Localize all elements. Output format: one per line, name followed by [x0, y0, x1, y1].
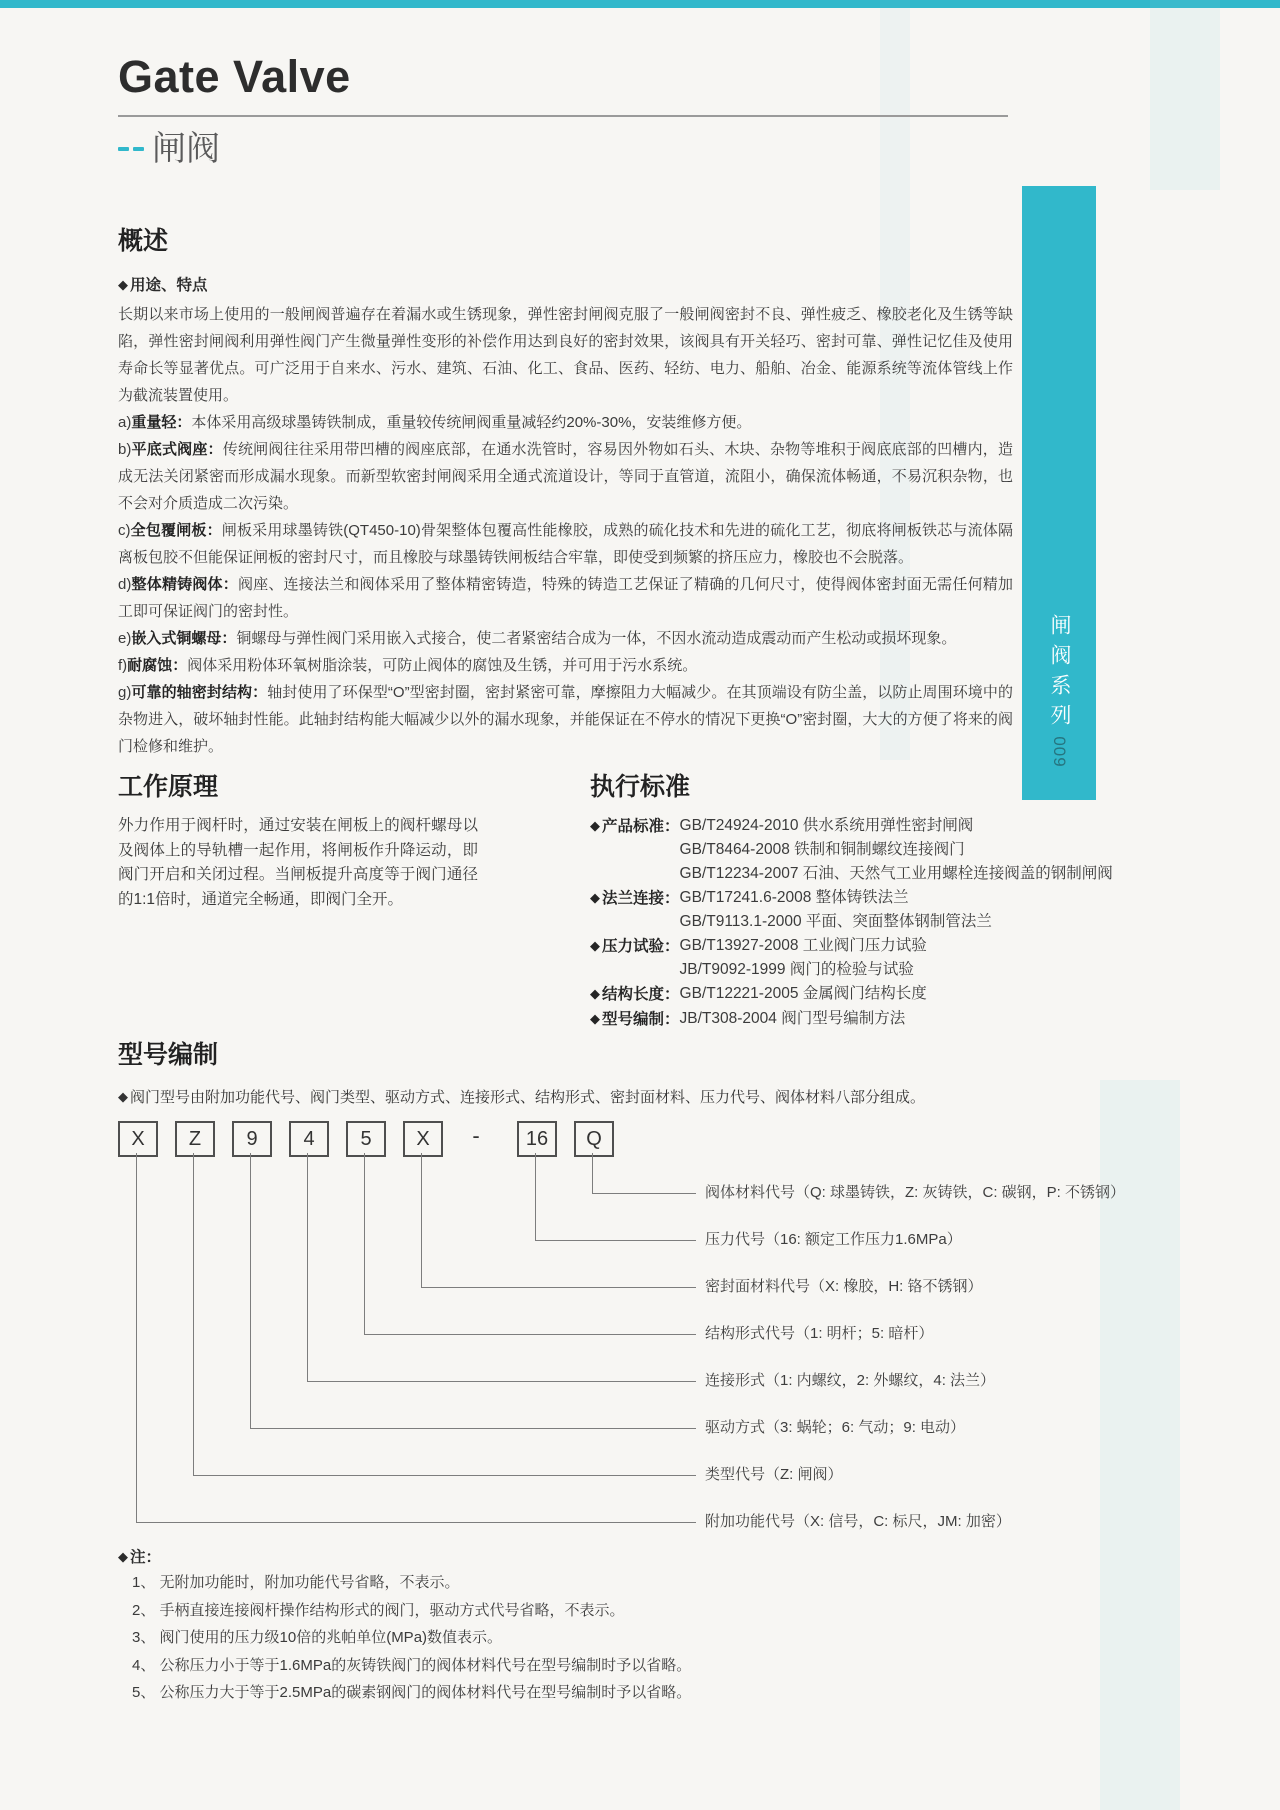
- overview-body: [118, 301, 1013, 760]
- subtitle-dash-icon: [118, 147, 144, 151]
- title-divider: [118, 115, 1008, 117]
- model-coding-heading: 型号编制: [118, 1041, 219, 1069]
- note-item: 1、 无附加功能时，附加功能代号省略，不表示。: [132, 1574, 460, 1591]
- feature-item: f)耐腐蚀 ： 阀体采用粉体环氧树脂涂装，可防止阀体的腐蚀及生锈，并可用于污水系统。: [118, 652, 1013, 679]
- standard-entry: ◆ 压力试验 ： GB/T13927-2008 工业阀门压力试验 JB/T9092-1999 阀门的检验与试验: [590, 934, 1165, 982]
- callout-label: 附加功能代号（X: 信号，C: 标尺，JM: 加密）: [705, 1513, 1011, 1530]
- overview-subheading: ◆ 用途、特点: [118, 274, 1013, 297]
- standards-list: [590, 814, 1165, 1032]
- feature-item: b)平底式阀座 ： 传统闸阀往往采用带凹槽的阀座底部，在通水洗管时，容易因外物如石头、木块、杂物等堆积于阀底底部的凹槽内，造成无法关闭紧密而形成漏水现象。而新型软密封闸阀采用全通式流道设计，等同于直管道，流阻小，确保流体畅通，不易沉积杂物，也不会对介质造成二次污染。: [118, 436, 1013, 517]
- header: [118, 51, 1010, 169]
- callout-label: 驱动方式（3: 蜗轮；6: 气动；9: 电动）: [705, 1419, 966, 1436]
- standard-entry: ◆ 法兰连接 ： GB/T17241.6-2008 整体铸铁法兰 GB/T9113.1-2000 平面、突面整体钢制管法兰: [590, 886, 1165, 934]
- notes-section: [118, 1546, 1038, 1707]
- note-item: 2、 手柄直接连接阀杆操作结构形式的阀门，驱动方式代号省略，不表示。: [132, 1601, 625, 1619]
- standard-entry: ◆ 型号编制 ： JB/T308-2004 阀门型号编制方法: [590, 1007, 1165, 1032]
- callout-label: 连接形式（1: 内螺纹，2: 外螺纹，4: 法兰）: [705, 1372, 996, 1389]
- note-item: 5、 公称压力大于等于2.5MPa的碳素钢阀门的阀体材料代号在型号编制时予以省略。: [132, 1684, 692, 1701]
- callout-label: 类型代号（Z: 闸阀）: [705, 1466, 843, 1483]
- overview-intro: 长期以来市场上使用的一般闸阀普遍存在着漏水或生锈现象，弹性密封闸阀克服了一般闸阀密封不良、弹性疲乏、橡胶老化及生锈等缺陷，弹性密封闸阀利用弹性阀门产生微量弹性变形的补偿作用达到良好的密封效果，该阀具有开关轻巧、密封可靠、弹性记忆佳及使用寿命长等显著优点。可广泛用于自来水、污水、建筑、石油、化工、食品、医药、轻纺、电力、船舶、冶金、能源系统等流体管线上作为截流装置使用。: [118, 306, 1013, 404]
- code-box: 16: [517, 1121, 557, 1157]
- standard-entry: ◆ 产品标准 ： GB/T24924-2010 供水系统用弹性密封闸阀 GB/T8464-2008 铁制和铜制螺纹连接阀门 GB/T12234-2007 石油、天然气工业用螺栓连接阀盖的钢制闸阀: [590, 814, 1165, 886]
- callout-label: 密封面材料代号（X: 橡胶，H: 铬不锈钢）: [705, 1278, 983, 1295]
- note-item: 4、 公称压力小于等于1.6MPa的灰铸铁阀门的阀体材料代号在型号编制时予以省略。: [132, 1656, 692, 1674]
- code-box: X: [118, 1121, 158, 1157]
- note-item: 3、 阀门使用的压力级10倍的兆帕单位(MPa)数值表示。: [132, 1629, 503, 1646]
- code-box: 9: [232, 1121, 272, 1157]
- feature-item: e)嵌入式铜螺母 ： 铜螺母与弹性阀门采用嵌入式接合，使二者紧密结合成为一体，不因水流动造成震动而产生松动或损坏现象。: [118, 625, 1013, 652]
- working-principle-section: [118, 772, 478, 912]
- page-number: 009: [1050, 736, 1069, 768]
- notes-heading: ◆ 注：: [118, 1546, 1038, 1569]
- feature-item: a)重量轻 ： 本体采用高级球墨铸铁制成，重量较传统闸阀重量减轻约20%-30%，安装维修方便。: [118, 409, 1013, 436]
- code-separator: -: [472, 1123, 480, 1148]
- code-box: Q: [574, 1121, 614, 1157]
- page-title-zh: 闸阀: [152, 130, 220, 168]
- standards-section: [590, 772, 1165, 1032]
- working-principle-heading: 工作原理: [118, 773, 219, 801]
- working-principle-text: 外力作用于阀杆时，通过安装在闸板上的阀杆螺母以及阀体上的导轨槽一起作用，将闸板作升降运动，即阀门开启和关闭过程。当闸板提升高度等于阀门通径的1:1倍时，通道完全畅通，即阀门全开。: [118, 817, 478, 908]
- series-tab: [1022, 186, 1096, 800]
- code-box: 5: [346, 1121, 386, 1157]
- feature-item: d)整体精铸阀体 ： 阀座、连接法兰和阀体采用了整体精密铸造，特殊的铸造工艺保证了精确的几何尺寸，使得阀体密封面无需任何精加工即可保证阀门的密封性。: [118, 571, 1013, 625]
- feature-item: g)可靠的轴密封结构 ： 轴封使用了环保型“O”型密封圈，密封紧密可靠，摩擦阻力大幅减少。在其顶端设有防尘盖，以防止周围环境中的杂物进入，破坏轴封性能。此轴封结构能大幅减少以外的漏水现象，并能保证在不停水的情况下更换“O”密封圈，大大的方便了将来的阀门检修和维护。: [118, 679, 1013, 760]
- code-box: X: [403, 1121, 443, 1157]
- callout-label: 阀体材料代号（Q: 球墨铸铁，Z: 灰铸铁，C: 碳钢，P: 不锈钢）: [705, 1184, 1126, 1201]
- code-box: 4: [289, 1121, 329, 1157]
- standard-entry: ◆ 结构长度 ： GB/T12221-2005 金属阀门结构长度: [590, 982, 1165, 1007]
- overview-section: [118, 226, 1013, 760]
- page-subtitle: [118, 129, 1010, 169]
- callout-label: 压力代号（16: 额定工作压力1.6MPa）: [705, 1231, 962, 1248]
- feature-item: c)全包覆闸板 ： 闸板采用球墨铸铁(QT450-10)骨架整体包覆高性能橡胶，成熟的硫化技术和先进的硫化工艺，彻底将闸板铁芯与流体隔离板包胶不但能保证闸板的密封尺寸，而且橡胶与球墨铸铁闸板结合牢靠，即使受到频繁的挤压应力，橡胶也不会脱落。: [118, 517, 1013, 571]
- top-accent-strip: [0, 0, 1280, 8]
- standards-heading: 执行标准: [590, 773, 691, 801]
- page-title: Gate Valve: [118, 51, 351, 102]
- callout-connector: [136, 1153, 696, 1523]
- model-coding-intro: ◆ 阀门型号由附加功能代号、阀门类型、驱动方式、连接形式、结构形式、密封面材料、压力代号、阀体材料八部分组成。: [118, 1086, 1038, 1108]
- model-code-diagram: [0, 1110, 1280, 1560]
- overview-heading: 概述: [118, 227, 169, 255]
- code-box: Z: [175, 1121, 215, 1157]
- scan-streak: [1150, 0, 1220, 190]
- callout-label: 结构形式代号（1: 明杆；5: 暗杆）: [705, 1325, 934, 1342]
- series-tab-label: 闸阀系列: [1048, 614, 1071, 734]
